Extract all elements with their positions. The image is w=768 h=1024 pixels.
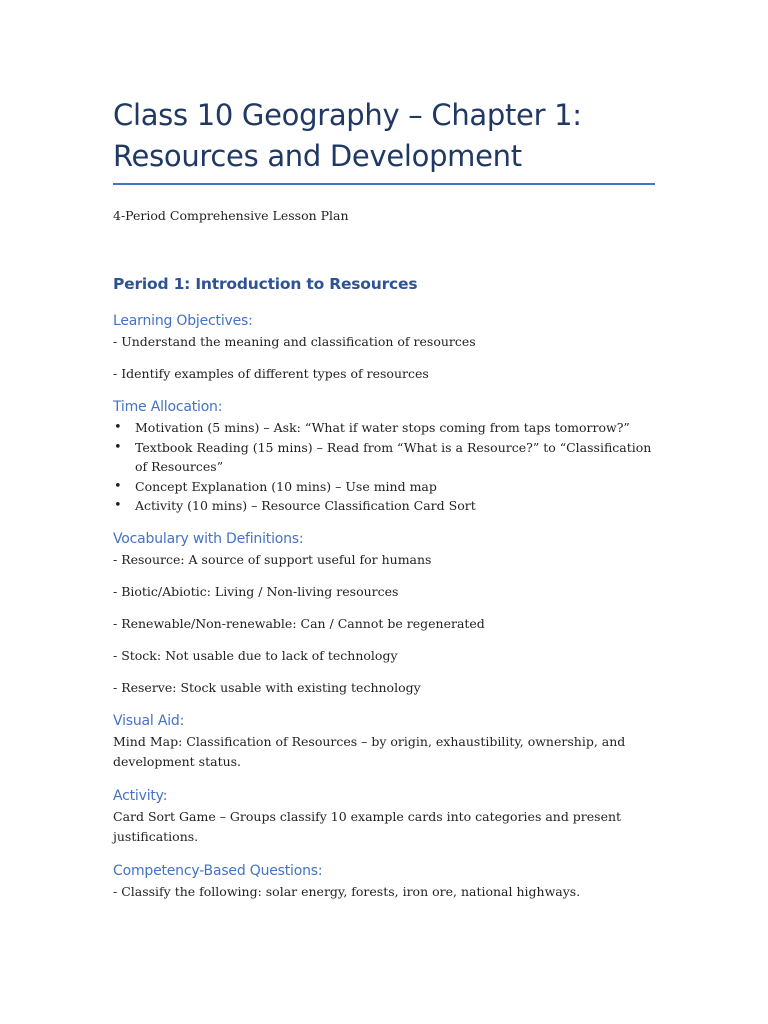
vocabulary-item: - Resource: A source of support useful for humans xyxy=(113,551,432,567)
list-item-text: Activity (10 mins) – Resource Classification Card Sort xyxy=(135,498,476,513)
vocabulary-heading: Vocabulary with Definitions: xyxy=(113,530,304,547)
list-item-text: Concept Explanation (10 mins) – Use mind map xyxy=(135,478,437,494)
objective-item: - Identify examples of different types of resources xyxy=(113,366,429,381)
time-allocation-heading: Time Allocation: xyxy=(113,399,223,415)
list-item-text: Motivation (5 mins) – Ask: “What if water stops coming from taps tomorrow?” xyxy=(135,420,630,435)
document-subtitle: 4-Period Comprehensive Lesson Plan xyxy=(113,208,349,223)
activity-text: Card Sort Game – Groups classify 10 example cards into categories and present justifications. xyxy=(113,808,622,844)
list-item-text: Textbook Reading (15 mins) – Read from “What is a Resource?” to “Classification of Resources” xyxy=(135,439,652,474)
list-item xyxy=(113,438,658,477)
time-allocation-section xyxy=(113,396,658,516)
visual-aid-text: Mind Map: Classification of Resources – by origin, exhaustibility, ownership, and development status. xyxy=(113,733,626,769)
vocabulary-item: - Biotic/Abiotic: Living / Non-living resources xyxy=(113,583,399,599)
question-item: - Classify the following: solar energy, forests, iron ore, national highways. xyxy=(113,883,581,899)
title-underline-rule xyxy=(113,183,655,185)
bullet-icon: • xyxy=(114,420,122,435)
vocabulary-item: - Stock: Not usable due to lack of technology xyxy=(113,647,398,663)
list-item xyxy=(113,418,658,438)
vocabulary-section xyxy=(113,528,658,698)
visual-aid-heading: Visual Aid: xyxy=(113,712,185,729)
bullet-icon: • xyxy=(114,498,122,513)
list-item xyxy=(113,496,658,516)
bullet-icon: • xyxy=(114,439,122,455)
document-page xyxy=(113,95,658,914)
activity-section xyxy=(113,785,658,847)
list-item xyxy=(113,477,658,497)
questions-heading: Competency-Based Questions: xyxy=(113,862,323,879)
visual-aid-section xyxy=(113,710,658,772)
learning-objectives-section xyxy=(113,310,658,384)
vocabulary-item: - Renewable/Non-renewable: Can / Cannot be regenerated xyxy=(113,615,485,631)
objective-item: - Understand the meaning and classification of resources xyxy=(113,334,476,349)
time-allocation-list xyxy=(113,418,658,516)
learning-objectives-heading: Learning Objectives: xyxy=(113,313,253,329)
document-title: Class 10 Geography – Chapter 1: Resources and Development xyxy=(113,98,582,173)
period-heading: Period 1: Introduction to Resources xyxy=(113,275,418,293)
questions-section xyxy=(113,860,658,902)
vocabulary-item: - Reserve: Stock usable with existing technology xyxy=(113,679,421,695)
bullet-icon: • xyxy=(114,478,122,494)
activity-heading: Activity: xyxy=(113,787,168,804)
